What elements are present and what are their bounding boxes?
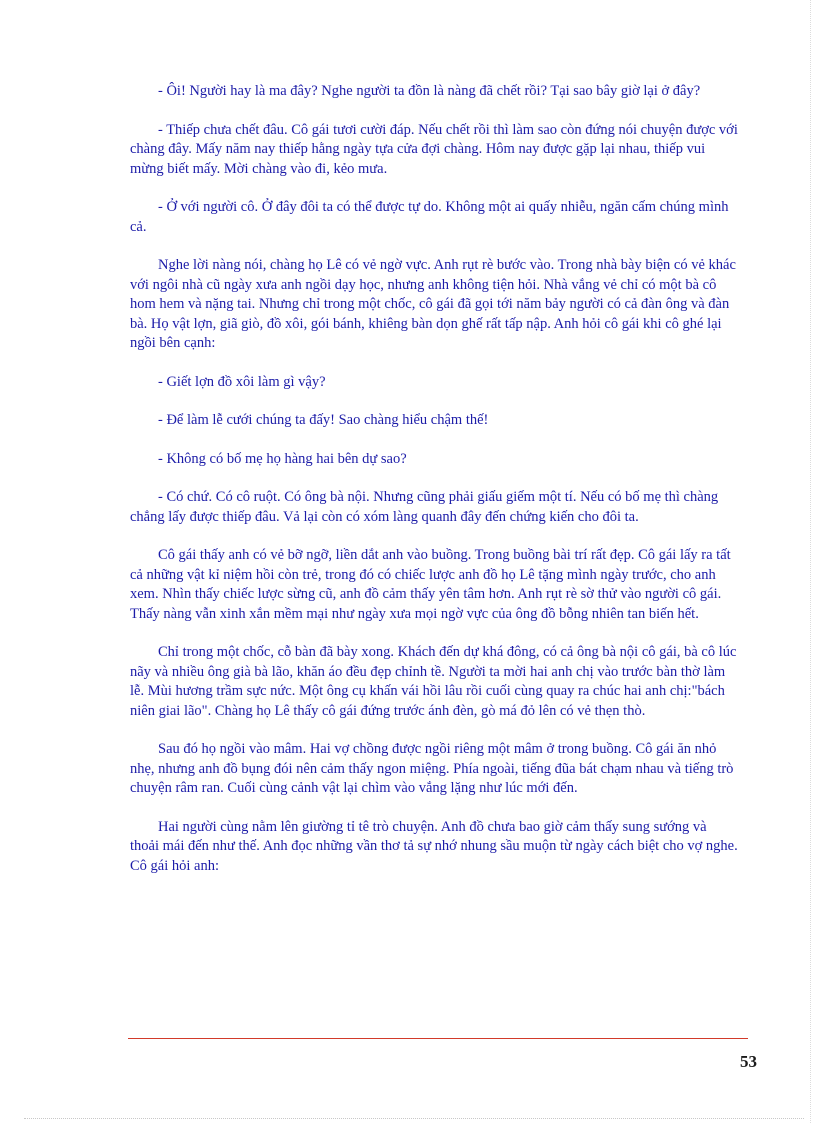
page-bottom-border <box>24 1118 804 1119</box>
page-number: 53 <box>740 1052 757 1071</box>
paragraph: Nghe lời nàng nói, chàng họ Lê có vẻ ngờ vực. Anh rụt rè bước vào. Trong nhà bày biện có vẻ khác với ngôi nhà cũ ngày xưa anh ngồi dạy học, nhưng anh không tiện hỏi. Nhà vắng vẻ chỉ có một bà cô hom hem và nặng tai. Nhưng chỉ trong một chốc, cô gái đã gọi tới năm bảy người có cả đàn ông và đàn bà. Họ vật lợn, giã giò, đồ xôi, gói bánh, khiêng bàn dọn ghế rất tấp nập. Anh hỏi cô gái khi cô ghé lại ngồi bên cạnh: <box>130 257 736 351</box>
paragraph: - Không có bố mẹ họ hàng hai bên dự sao? <box>158 450 407 467</box>
paragraph: - Giết lợn đồ xôi làm gì vậy? <box>158 373 326 390</box>
paragraph: - Ở với người cô. Ở đây đôi ta có thể được tự do. Không một ai quấy nhiễu, ngăn cấm chúng mình cả. <box>130 199 729 235</box>
body-text <box>130 82 738 895</box>
paragraph: Sau đó họ ngồi vào mâm. Hai vợ chồng được ngồi riêng một mâm ở trong buồng. Cô gái ăn nhỏ nhẹ, nhưng anh đồ bụng đói nên cảm thấy ngon miệng. Phía ngoài, tiếng đũa bát chạm nhau và tiếng trò chuyện râm ran. Cuối cùng cảnh vật lại chìm vào vắng lặng như lúc mới đến. <box>130 741 734 796</box>
paragraph: - Ôi! Người hay là ma đây? Nghe người ta đồn là nàng đã chết rồi? Tại sao bây giờ lại ở đây? <box>158 83 701 99</box>
paragraph: Chỉ trong một chốc, cỗ bàn đã bày xong. Khách đến dự khá đông, có cả ông bà nội cô gái, bà cô lúc nãy và nhiều ông già bà lão, khăn áo đều đẹp chỉnh tề. Người ta mời hai anh chị vào trước bàn thờ làm lễ. Mùi hương trầm sực nức. Một ông cụ khấn vái hồi lâu rồi cuối cùng quay ra chúc hai anh chị:"bách niên giai lão". Chàng họ Lê thấy cô gái đứng trước ánh đèn, gò má đỏ lên có vẻ thẹn thò. <box>130 644 737 719</box>
paragraph: - Để làm lễ cưới chúng ta đấy! Sao chàng hiểu chậm thế! <box>158 412 489 428</box>
paragraph: - Có chứ. Có cô ruột. Có ông bà nội. Nhưng cũng phải giấu giếm một tí. Nếu có bố mẹ thì chàng chẳng lấy được thiếp đâu. Vả lại còn có xóm làng quanh đây đến chứng kiến cho đôi ta. <box>130 489 719 525</box>
paragraph: Cô gái thấy anh có vẻ bỡ ngỡ, liền dắt anh vào buồng. Trong buồng bài trí rất đẹp. Cô gái lấy ra tất cả những vật kỉ niệm hồi còn trẻ, trong đó có chiếc lược anh đồ họ Lê tặng mình ngày trước, cho anh xem. Nhìn thấy chiếc lược sừng cũ, anh đồ cảm thấy yên tâm hơn. Anh rụt rè sờ thử vào người cô gái. Thấy nàng vẫn xinh xắn mềm mại như ngày xưa mọi ngờ vực của ông đồ bỗng nhiên tan biến hết. <box>130 547 731 622</box>
footer-divider <box>128 1038 748 1039</box>
paragraph: Hai người cùng nằm lên giường tỉ tê trò chuyện. Anh đồ chưa bao giờ cảm thấy sung sướng và thoải mái đến như thế. Anh đọc những vần thơ tả sự nhớ nhung sầu muộn từ ngày cách biệt cho vợ nghe. Cô gái hỏi anh: <box>130 818 738 874</box>
page-right-border <box>810 0 811 1123</box>
paragraph: - Thiếp chưa chết đâu. Cô gái tươi cười đáp. Nếu chết rồi thì làm sao còn đứng nói chuyện được với chàng đây. Mấy năm nay thiếp hằng ngày tựa cửa đợi chàng. Hôm nay được gặp lại nhau, thiếp vui mừng biết mấy. Mời chàng vào đi, kẻo mưa. <box>130 121 738 177</box>
